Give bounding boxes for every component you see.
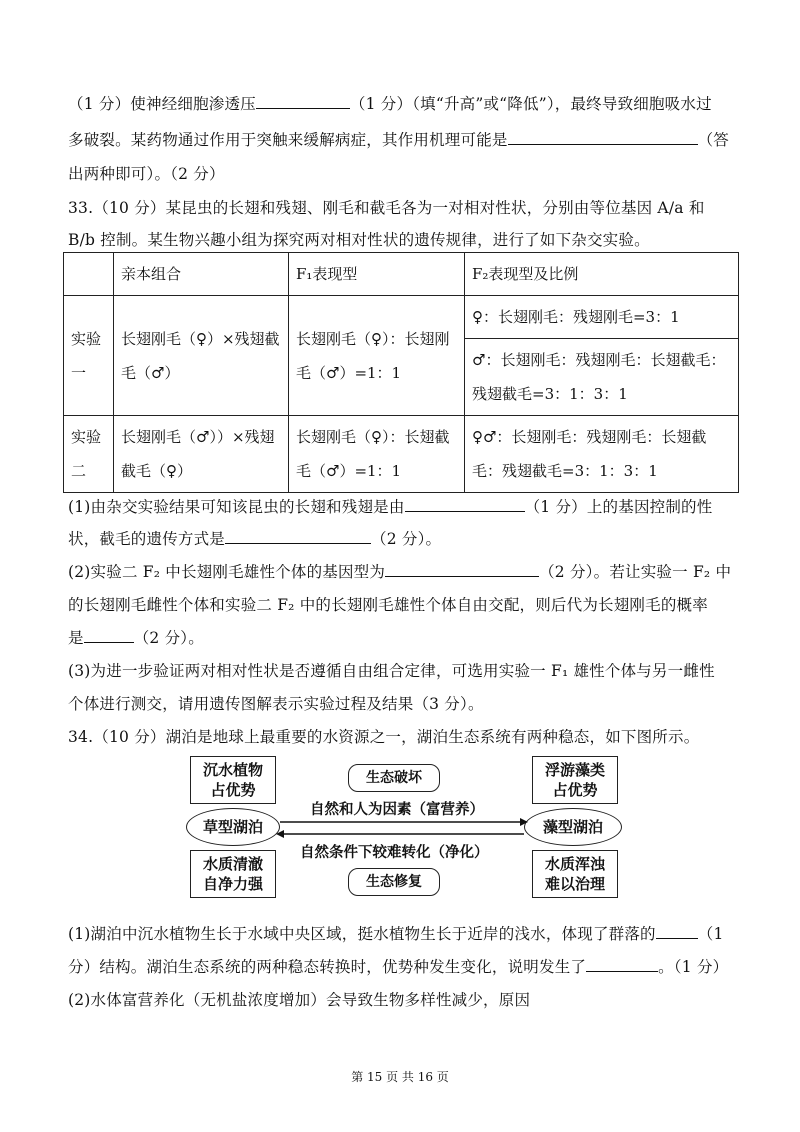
text-line: 状，截毛的遗传方式是 （2 分）。 bbox=[68, 530, 442, 548]
text-line: (1)由杂交实验结果可知该昆虫的长翅和残翅是由 （1 分）上的基因控制的性 bbox=[68, 498, 713, 516]
text-line: (3)为进一步验证两对相对性状是否遵循自由组合定律，可选用实验一 F₁ 雄性个体与另一雌性 bbox=[68, 662, 715, 680]
answer-blank[interactable] bbox=[256, 93, 350, 109]
text-line: (1)湖泊中沉水植物生长于水域中央区域，挺水植物生长于近岸的浅水，体现了群落的 （1 bbox=[68, 925, 724, 943]
table-cell: 实验一 bbox=[64, 296, 114, 416]
table-row bbox=[64, 296, 739, 339]
table-row bbox=[64, 416, 739, 493]
answer-blank[interactable] bbox=[84, 627, 134, 643]
tag-eco-restore: 生态修复 bbox=[348, 868, 440, 896]
question-34-intro: 34.（10 分）湖泊是地球上最重要的水资源之一，湖泊生态系统有两种稳态，如下图所示。 bbox=[68, 728, 700, 746]
table-cell: 长翅刚毛（♀）：长翅刚毛（♂）=1：1 bbox=[289, 296, 465, 416]
table-cell: ♀：长翅刚毛：残翅刚毛=3：1 bbox=[465, 296, 739, 339]
text-line: (2)水体富营养化（无机盐浓度增加）会导致生物多样性减少，原因 bbox=[68, 991, 531, 1009]
arrow-bottom-label: 自然条件下较难转化（净化） bbox=[300, 845, 489, 861]
answer-blank[interactable] bbox=[405, 496, 525, 512]
tag-eco-damage: 生态破坏 bbox=[348, 764, 440, 792]
text-line: (2)实验二 F₂ 中长翅刚毛雄性个体的基因型为 （2 分）。若让实验一 F₂ 中 bbox=[68, 563, 732, 581]
arrow-left-icon bbox=[276, 830, 284, 838]
text-line: 分）结构。湖泊生态系统的两种稳态转换时，优势种发生变化，说明发生了 。（1 分） bbox=[68, 958, 729, 976]
text-line: 多破裂。某药物通过作用于突触来缓解病症，其作用机理可能是 （答 bbox=[68, 131, 730, 149]
oval-algae-lake: 藻型湖泊 bbox=[524, 808, 622, 846]
answer-blank[interactable] bbox=[586, 956, 658, 972]
arrow-right-icon bbox=[520, 818, 528, 826]
text-line: 的长翅刚毛雌性个体和实验二 F₂ 中的长翅刚毛雄性个体自由交配，则后代为长翅刚毛的概率 bbox=[68, 596, 708, 614]
page-footer: 第 15 页 共 16 页 bbox=[351, 1070, 449, 1084]
table-cell: ♂：长翅刚毛：残翅刚毛：长翅截毛：残翅截毛=3：1：3：1 bbox=[465, 339, 739, 416]
answer-blank[interactable] bbox=[656, 923, 698, 939]
text-line: （1 分）使神经细胞渗透压 （1 分）（填“升高”或“降低”），最终导致细胞吸水过 bbox=[68, 95, 712, 113]
arrows bbox=[180, 750, 630, 900]
box-turbid-water: 水质浑浊 难以治理 bbox=[532, 850, 618, 898]
box-submerged-plants: 沉水植物 占优势 bbox=[190, 756, 276, 804]
answer-blank[interactable] bbox=[385, 561, 539, 577]
arrow-top-label: 自然和人为因素（富营养） bbox=[310, 802, 484, 818]
answer-blank[interactable] bbox=[225, 528, 371, 544]
experiment-table bbox=[63, 252, 739, 493]
table-cell: 长翅刚毛（♀）×残翅截毛（♂） bbox=[114, 296, 289, 416]
table-header-row: 亲本组合 F₁表现型 F₂表现型及比例 bbox=[64, 253, 739, 296]
lake-state-diagram bbox=[180, 750, 630, 900]
table-cell: 实验二 bbox=[64, 416, 114, 493]
question-33-intro: 33.（10 分）某昆虫的长翅和残翅、刚毛和截毛各为一对相对性状，分别由等位基因 A/a 和 bbox=[68, 199, 705, 217]
answer-blank[interactable] bbox=[508, 129, 698, 145]
text-line: 个体进行测交，请用遗传图解表示实验过程及结果（3 分）。 bbox=[68, 695, 484, 713]
table-cell: 长翅刚毛（♂））×残翅截毛（♀） bbox=[114, 416, 289, 493]
text-line: 出两种即可）。（2 分） bbox=[68, 165, 225, 183]
box-clear-water: 水质清澈 自净力强 bbox=[190, 850, 276, 898]
oval-grass-lake: 草型湖泊 bbox=[186, 808, 280, 846]
table-cell: ♀♂：长翅刚毛：残翅刚毛：长翅截毛：残翅截毛=3：1：3：1 bbox=[465, 416, 739, 493]
table-cell: 长翅刚毛（♀）：长翅截毛（♂）=1：1 bbox=[289, 416, 465, 493]
box-algae: 浮游藻类 占优势 bbox=[532, 756, 618, 804]
text-line: B/b 控制。某生物兴趣小组为探究两对相对性状的遗传规律，进行了如下杂交实验。 bbox=[68, 231, 650, 249]
text-line: 是 （2 分）。 bbox=[68, 629, 204, 647]
